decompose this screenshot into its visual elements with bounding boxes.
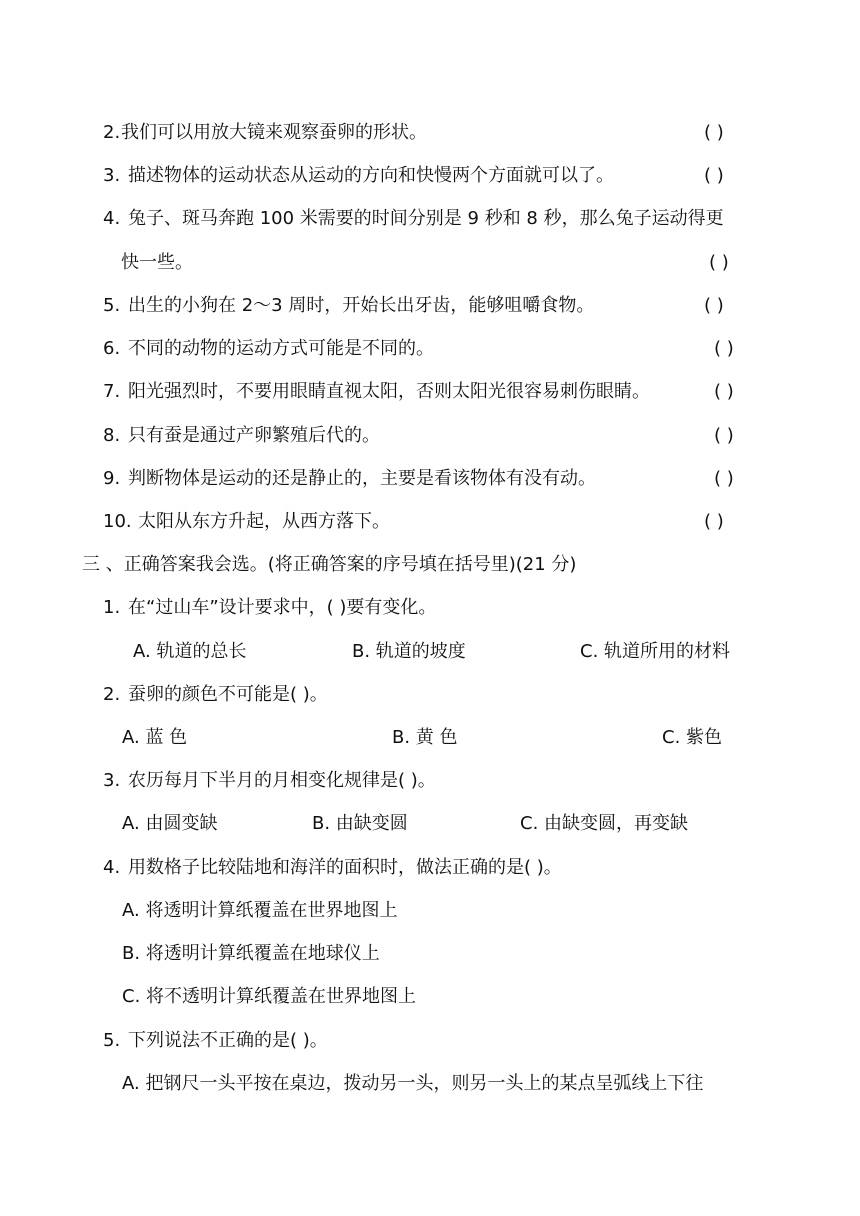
judgement-item bbox=[0, 204, 860, 234]
answer-paren[interactable]: ( ) bbox=[709, 252, 729, 273]
judgement-item bbox=[0, 507, 860, 537]
question-number: 2. bbox=[103, 684, 121, 705]
section-3-title: 三 、正确答案我会选。(将正确答案的序号填在括号里)(21 分) bbox=[82, 554, 577, 575]
item-number: 3. bbox=[103, 165, 121, 186]
option-b[interactable]: B. 由缺变圆 bbox=[312, 813, 408, 834]
question bbox=[0, 766, 860, 796]
question-text: 在“过山车”设计要求中，( )要有变化。 bbox=[128, 597, 437, 618]
item-number: 8. bbox=[103, 425, 121, 446]
item-text: 不同的动物的运动方式可能是不同的。 bbox=[128, 338, 434, 359]
option-b[interactable]: B. 轨道的坡度 bbox=[352, 641, 466, 662]
question-number: 3. bbox=[103, 770, 121, 791]
answer-paren[interactable]: ( ) bbox=[714, 425, 734, 446]
option-c[interactable]: C. 由缺变圆，再变缺 bbox=[520, 813, 689, 834]
option-b[interactable]: B. 将透明计算纸覆盖在地球仪上 bbox=[122, 943, 380, 964]
option-c[interactable]: C. 将不透明计算纸覆盖在世界地图上 bbox=[122, 986, 417, 1007]
answer-paren[interactable]: ( ) bbox=[704, 295, 724, 316]
judgement-item bbox=[0, 334, 860, 364]
item-text: 描述物体的运动状态从运动的方向和快慢两个方面就可以了。 bbox=[128, 165, 614, 186]
answer-paren[interactable]: ( ) bbox=[714, 338, 734, 359]
item-text: 太阳从东方升起，从西方落下。 bbox=[138, 511, 390, 532]
options-row bbox=[0, 809, 860, 839]
option-c[interactable]: C. 紫色 bbox=[662, 727, 723, 748]
option-line bbox=[0, 1069, 860, 1099]
item-text: 只有蚕是通过产卵繁殖后代的。 bbox=[128, 425, 380, 446]
options-row bbox=[0, 637, 860, 667]
item-text: 出生的小狗在 2～3 周时，开始长出牙齿，能够咀嚼食物。 bbox=[128, 295, 595, 316]
question-text: 农历每月下半月的月相变化规律是( )。 bbox=[128, 770, 436, 791]
option-line bbox=[0, 896, 860, 926]
option-c[interactable]: C. 轨道所用的材料 bbox=[580, 641, 731, 662]
option-a[interactable]: A. 轨道的总长 bbox=[133, 641, 247, 662]
item-text: 我们可以用放大镜来观察蚕卵的形状。 bbox=[121, 122, 427, 143]
answer-paren[interactable]: ( ) bbox=[704, 165, 724, 186]
question-number: 5. bbox=[103, 1030, 121, 1051]
judgement-item bbox=[0, 377, 860, 407]
item-text: 判断物体是运动的还是静止的，主要是看该物体有没有动。 bbox=[128, 468, 596, 489]
judgement-item-continuation bbox=[0, 248, 860, 278]
question-number: 1. bbox=[103, 597, 121, 618]
answer-paren[interactable]: ( ) bbox=[714, 381, 734, 402]
item-number: 2. bbox=[103, 122, 121, 143]
answer-paren[interactable]: ( ) bbox=[704, 511, 724, 532]
option-b[interactable]: B. 黄 色 bbox=[392, 727, 458, 748]
option-line bbox=[0, 982, 860, 1012]
item-text: 阳光强烈时，不要用眼睛直视太阳，否则太阳光很容易刺伤眼睛。 bbox=[128, 381, 650, 402]
option-a[interactable]: A. 把钢尺一头平按在桌边，拨动另一头，则另一头上的某点呈弧线上下往 bbox=[122, 1073, 704, 1094]
judgement-item bbox=[0, 161, 860, 191]
item-number: 4. bbox=[103, 208, 121, 229]
judgement-item bbox=[0, 421, 860, 451]
question bbox=[0, 1026, 860, 1056]
question bbox=[0, 680, 860, 710]
item-number: 6. bbox=[103, 338, 121, 359]
question bbox=[0, 593, 860, 623]
answer-paren[interactable]: ( ) bbox=[714, 468, 734, 489]
item-number: 5. bbox=[103, 295, 121, 316]
judgement-item bbox=[0, 118, 860, 148]
question bbox=[0, 853, 860, 883]
option-a[interactable]: A. 蓝 色 bbox=[122, 727, 188, 748]
options-row bbox=[0, 723, 860, 753]
item-number: 9. bbox=[103, 468, 121, 489]
item-number: 7. bbox=[103, 381, 121, 402]
answer-paren[interactable]: ( ) bbox=[704, 122, 724, 143]
question-text: 用数格子比较陆地和海洋的面积时，做法正确的是( )。 bbox=[128, 857, 562, 878]
judgement-item bbox=[0, 291, 860, 321]
option-line bbox=[0, 939, 860, 969]
judgement-item bbox=[0, 464, 860, 494]
item-number: 10. bbox=[103, 511, 132, 532]
option-a[interactable]: A. 由圆变缺 bbox=[122, 813, 218, 834]
question-text: 蚕卵的颜色不可能是( )。 bbox=[128, 684, 328, 705]
item-text-continuation: 快一些。 bbox=[121, 252, 193, 273]
item-text: 兔子、斑马奔跑 100 米需要的时间分别是 9 秒和 8 秒，那么兔子运动得更 bbox=[128, 208, 724, 229]
option-a[interactable]: A. 将透明计算纸覆盖在世界地图上 bbox=[122, 900, 398, 921]
question-text: 下列说法不正确的是( )。 bbox=[128, 1030, 328, 1051]
question-number: 4. bbox=[103, 857, 121, 878]
section-heading bbox=[0, 550, 860, 580]
